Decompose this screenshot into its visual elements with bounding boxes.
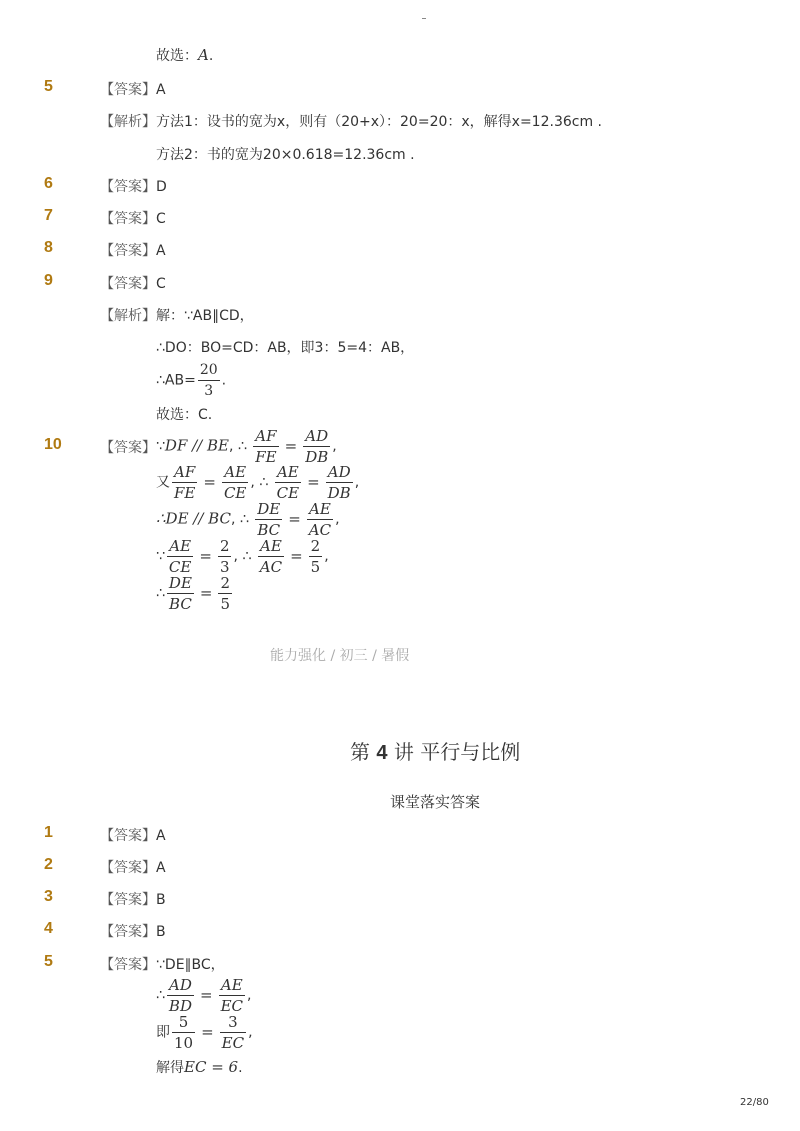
answer-row-5 — [100, 79, 166, 99]
question-number-7: 7 — [44, 207, 53, 224]
question-number-s2-5: 5 — [44, 953, 53, 970]
section-title: 课堂落实答案 — [390, 793, 481, 811]
fraction-de-bc: $\frac{DE}{BC}$ — [257, 500, 281, 539]
method2-text: 方法2：书的宽为20×0.618=12.36cm . — [156, 147, 415, 163]
answer-row-s2-4: 【答案】B — [100, 924, 166, 940]
fraction-ae-ac: $\frac{AE}{AC}$ — [308, 500, 332, 539]
fraction-ae-ce: $\frac{AE}{CE}$ — [276, 463, 300, 502]
q9-line4: 故选：C. — [156, 407, 213, 423]
select-prefix: 故选： — [156, 48, 198, 64]
analysis-tag-9: 【解析】 — [100, 308, 156, 324]
q10-line4: ∵ $\frac{AE}{CE}$ = $\frac{2}{3}$ , ∴ $\frac{AE}{AC}$ = $\frac{2}{5}$ , — [156, 537, 329, 576]
q9-ab-prefix: ∴AB= — [156, 372, 196, 389]
question-number-s2-2: 2 — [44, 856, 53, 873]
chapter-title: 第 4 讲 平行与比例 — [350, 740, 521, 764]
answer-tag: 【答案】 — [100, 276, 156, 292]
fraction-ae-ac: $\frac{AE}{AC}$ — [259, 537, 283, 576]
answer-row-s2-1: 【答案】A — [100, 828, 166, 844]
series-footer: 能力强化 / 初三 / 暑假 — [270, 648, 410, 664]
answer-tag: 【答案】 — [100, 243, 156, 259]
answer-tag: 【答案】 — [100, 179, 156, 195]
answer-row-s2-2: 【答案】A — [100, 860, 166, 876]
answer-row-7 — [100, 208, 166, 228]
fraction-ae-ec: $\frac{AE}{EC}$ — [220, 976, 243, 1015]
q10-line3: ∴DE // BC, ∴ $\frac{DE}{BC}$ = $\frac{AE}{AC}$ , — [156, 500, 340, 539]
answer-tag: 【答案】 — [100, 211, 156, 227]
page-number: 22/80 — [740, 1097, 769, 1108]
s2q5-line2: ∴ $\frac{AD}{BD}$ = $\frac{AE}{EC}$ , — [156, 976, 252, 1015]
fraction-20-3: $\frac{20}{3}$ — [199, 362, 218, 399]
fraction-de-bc: $\frac{DE}{BC}$ — [168, 574, 192, 613]
prev-select-line — [156, 45, 213, 65]
answer-value: A — [156, 82, 166, 98]
question-number-s2-1: 1 — [44, 824, 53, 841]
fraction-ad-bd: $\frac{AD}{BD}$ — [168, 976, 192, 1015]
fraction-ad-db: $\frac{AD}{DB}$ — [305, 427, 329, 466]
answer-row-s2-3: 【答案】B — [100, 892, 166, 908]
answer-value: A — [156, 243, 166, 259]
fraction-ae-ce: $\frac{AE}{CE}$ — [168, 537, 192, 576]
question-number-10: 10 — [44, 436, 62, 453]
question-number-s2-3: 3 — [44, 888, 53, 905]
fraction-5-10: $\frac{5}{10}$ — [174, 1013, 194, 1052]
question-number-5: 5 — [44, 78, 53, 95]
fraction-2-5: $\frac{2}{5}$ — [220, 574, 231, 613]
analysis-tag-5: 【解析】 — [100, 114, 156, 130]
q9-line1: 解：∵AB∥CD， — [156, 308, 254, 324]
top-mark — [422, 18, 426, 19]
answer-value: C — [156, 211, 166, 227]
answer-row-8 — [100, 240, 166, 260]
q9-line2: ∴DO：BO=CD：AB，即3：5=4：AB， — [156, 340, 415, 356]
question-number-9: 9 — [44, 272, 53, 289]
s2q5-line4: 解得EC = 6. — [156, 1058, 243, 1076]
fraction-3-ec: $\frac{3}{EC}$ — [221, 1013, 245, 1052]
fraction-2-5: $\frac{2}{5}$ — [310, 537, 321, 576]
q10-line5: ∴ $\frac{DE}{BC}$ = $\frac{2}{5}$ — [156, 574, 231, 613]
fraction-af-fe: $\frac{AF}{FE}$ — [174, 463, 196, 502]
q9-line3: ∴AB= $\frac{20}{3}$ . — [156, 362, 227, 399]
answer-value: D — [156, 179, 167, 195]
select-value: A — [198, 46, 209, 64]
answer-tag: 【答案】 — [100, 82, 156, 98]
answer-tag-10: 【答案】 — [100, 440, 156, 456]
answer-row-6 — [100, 176, 167, 196]
answer-value: C — [156, 276, 166, 292]
fraction-af-fe: $\frac{AF}{FE}$ — [255, 427, 277, 466]
select-suffix: . — [208, 48, 214, 64]
question-number-s2-4: 4 — [44, 920, 53, 937]
answer-row-s2-5: 【答案】∵DE∥BC， — [100, 957, 225, 973]
fraction-ad-db: $\frac{AD}{DB}$ — [327, 463, 351, 502]
question-number-8: 8 — [44, 239, 53, 256]
fraction-2-3: $\frac{2}{3}$ — [219, 537, 230, 576]
answer-row-9 — [100, 273, 166, 293]
q10-line2: 又 $\frac{AF}{FE}$ = $\frac{AE}{CE}$ , ∴ $\frac{AE}{CE}$ = $\frac{AD}{DB}$ , — [156, 463, 360, 502]
method1-text: 方法1：设书的宽为x，则有（20+x）：20=20：x，解得x=12.36cm . — [156, 114, 602, 130]
q10-line1: ∵DF // BE, ∴ $\frac{AF}{FE}$ = $\frac{AD}{DB}$ , — [156, 427, 337, 466]
question-number-6: 6 — [44, 175, 53, 192]
s2q5-line3: 即 $\frac{5}{10}$ = $\frac{3}{EC}$ , — [156, 1013, 253, 1052]
fraction-ae-ce: $\frac{AE}{CE}$ — [223, 463, 247, 502]
